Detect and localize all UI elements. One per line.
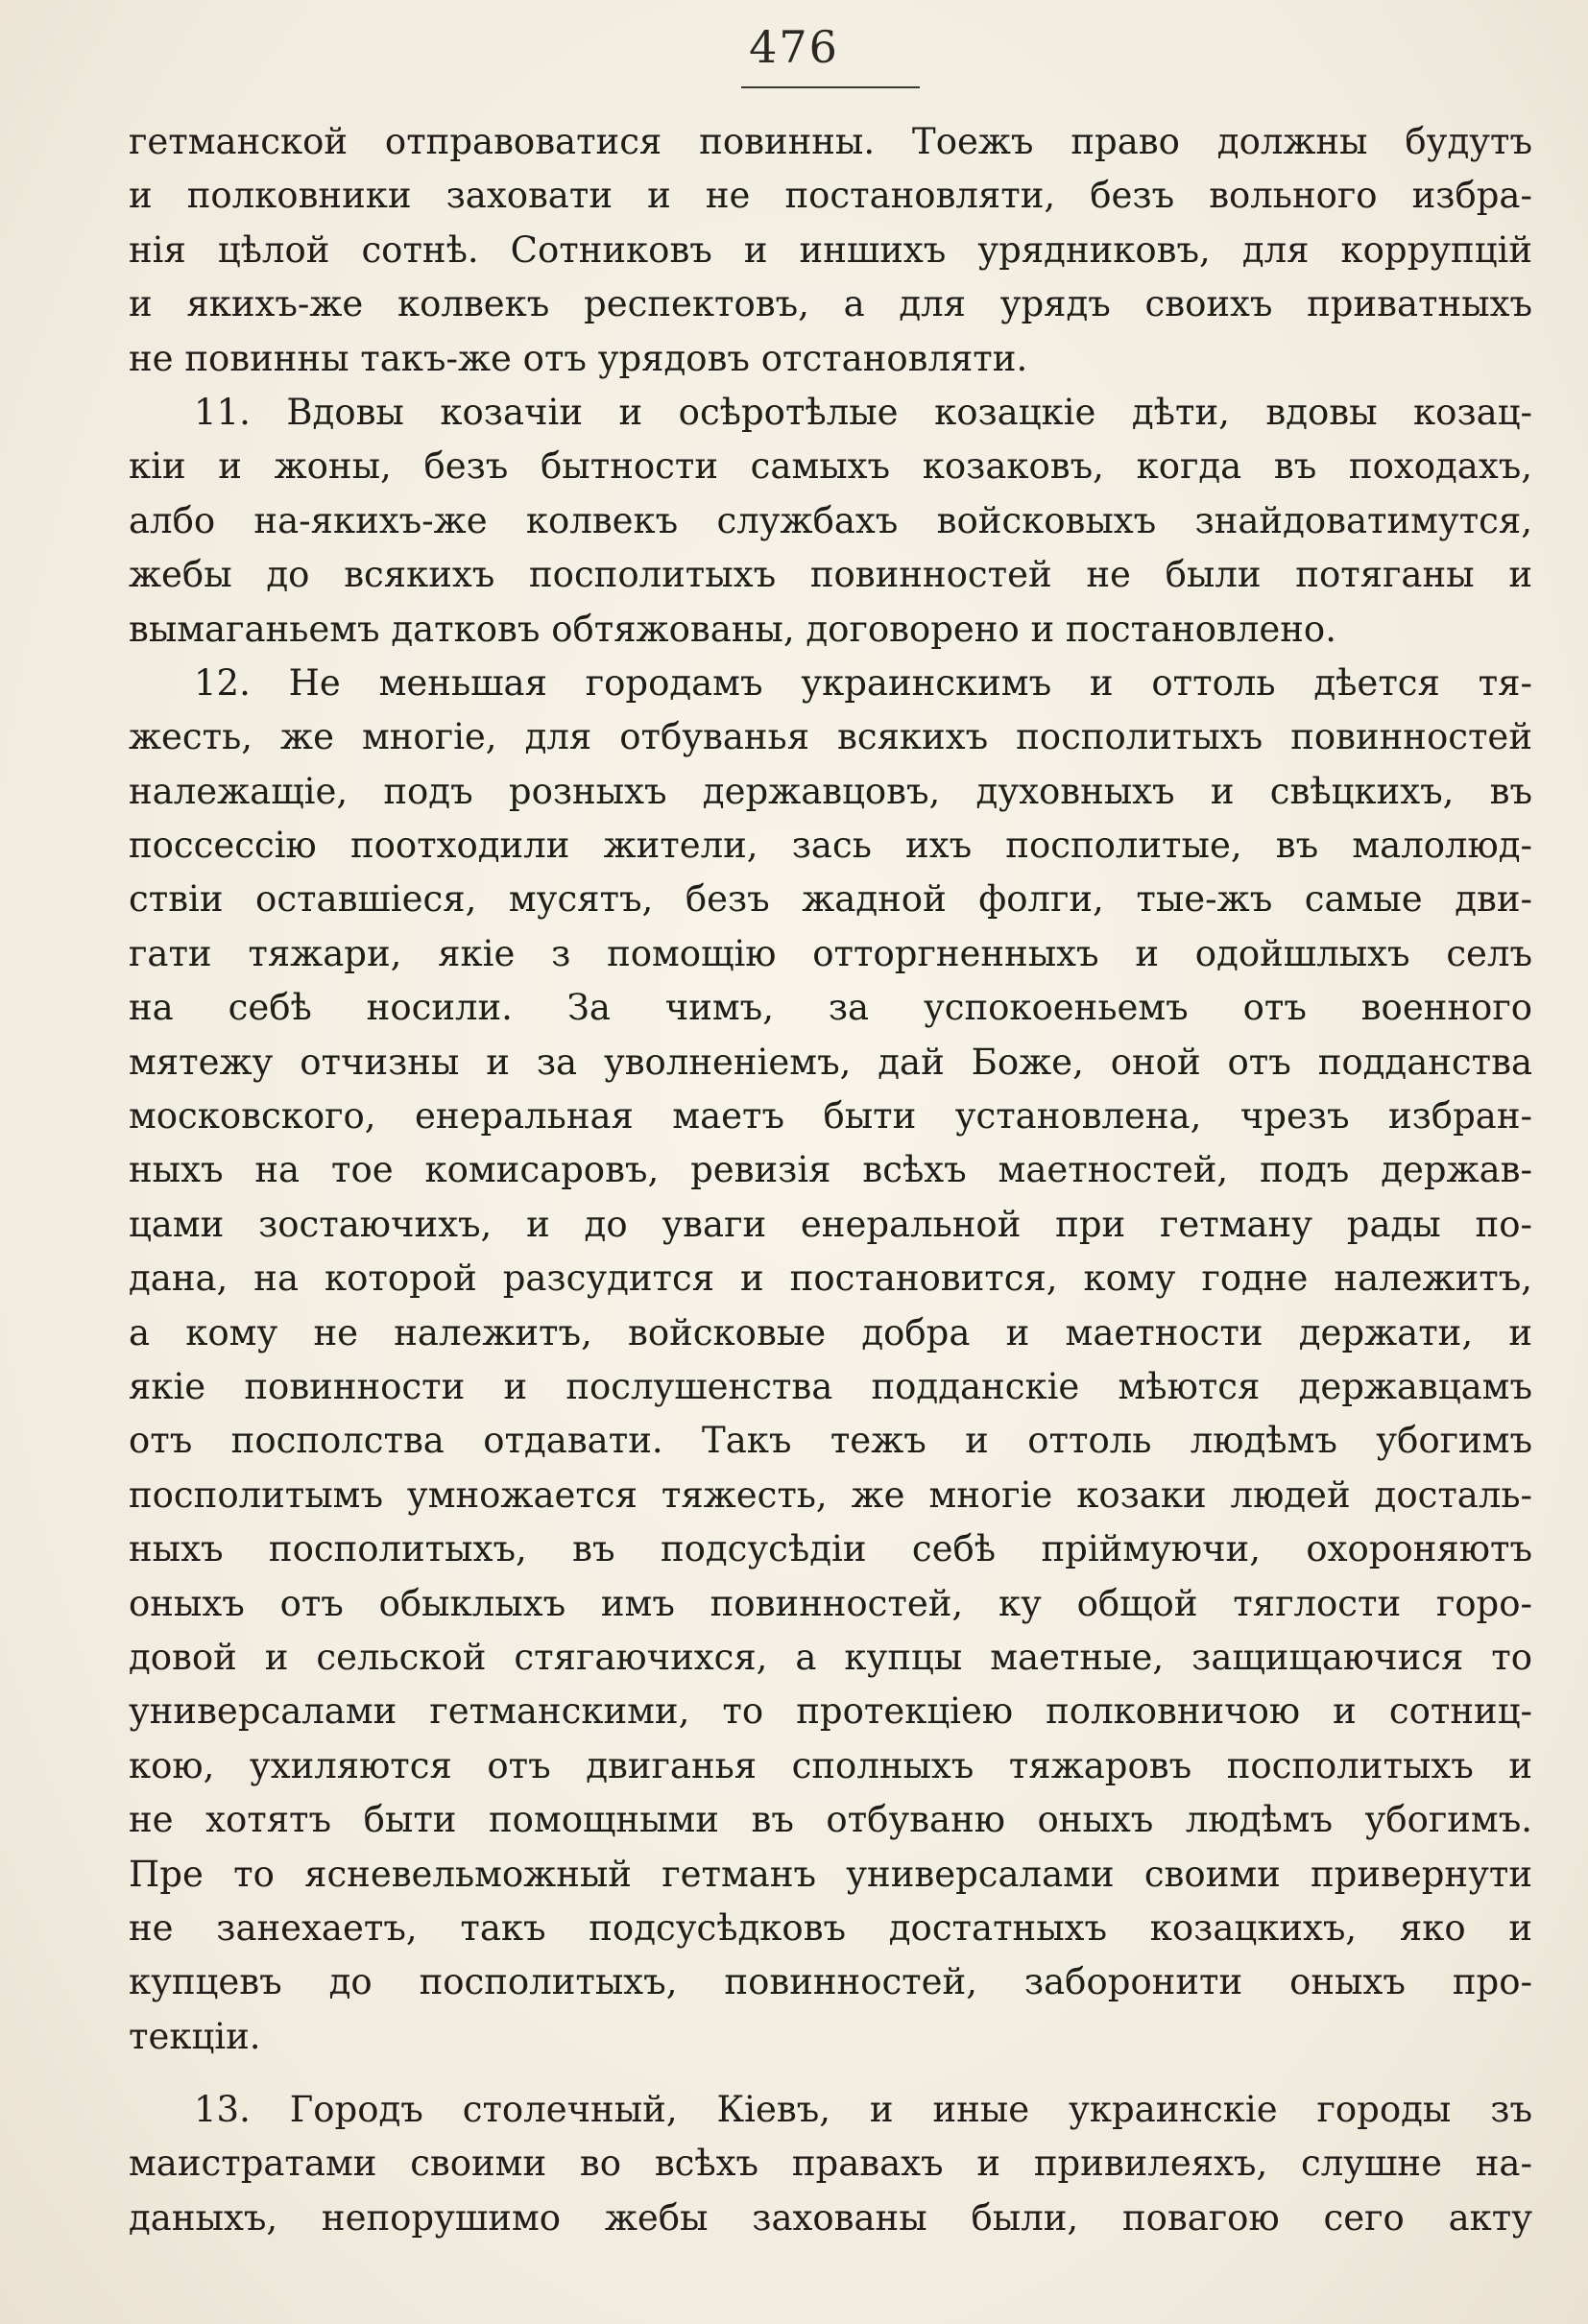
text-line: московского, енеральная маетъ быти установлена, чрезъ избран- [129, 1095, 1532, 1138]
text-line: Пре то ясневельможный гетманъ универсалами своими привернути [129, 1853, 1532, 1895]
text-line: и якихъ-же колвекъ респектовъ, а для урядъ своихъ приватныхъ [129, 283, 1532, 325]
page-number-rule [741, 86, 920, 88]
text-line: отъ посполства отдавати. Такъ тежъ и оттоль людѣмъ убогимъ [129, 1420, 1532, 1462]
text-line: оныхъ отъ обыклыхъ имъ повинностей, ку общой тяглости горо- [129, 1582, 1532, 1624]
text-line: не повинны такъ-же отъ урядовъ отстановляти. [129, 337, 1028, 379]
text-line: 12. Не меньшая городамъ украинскимъ и оттоль дѣется тя- [194, 661, 1532, 704]
text-line: 13. Городъ столечный, Кіевъ, и иные украинскіе городы зъ [194, 2089, 1532, 2131]
text-line: кою, ухиляются отъ двиганья сполныхъ тяжаровъ посполитыхъ и [129, 1744, 1532, 1786]
text-line: ныхъ посполитыхъ, въ подсусѣдіи себѣ пріймуючи, охороняютъ [129, 1528, 1532, 1570]
text-line: на себѣ носили. За чимъ, за успокоеньемъ отъ военного [129, 987, 1532, 1029]
text-line: купцевъ до посполитыхъ, повинностей, заборонити оныхъ про- [129, 1961, 1532, 2003]
text-line: нія цѣлой сотнѣ. Сотниковъ и иншихъ урядниковъ, для коррупцій [129, 228, 1532, 271]
text-line: посполитымъ умножается тяжесть, же многіе козаки людей досталь- [129, 1473, 1532, 1516]
text-line: належащіе, подъ розныхъ державцовъ, духовныхъ и свѣцкихъ, въ [129, 770, 1532, 812]
text-line: гетманской отправоватися повинны. Тоежъ право должны будутъ [129, 121, 1532, 162]
text-line: довой и сельской стягаючихся, а купцы маетные, защищаючися то [129, 1636, 1532, 1678]
text-line: маистратами своими во всѣхъ правахъ и привилеяхъ, слушне на- [129, 2143, 1532, 2185]
paragraph-continuation [129, 115, 1532, 386]
paragraph-12 [129, 657, 1532, 2064]
text-line: поссессію поотходили жители, зась ихъ посполитые, въ малолюд- [129, 825, 1532, 867]
page-number: 476 [749, 21, 839, 73]
body-text [129, 115, 1532, 2245]
text-line: албо на-якихъ-же колвекъ службахъ войсковыхъ знайдоватимутся, [129, 499, 1532, 541]
text-line: даныхъ, непорушимо жебы захованы были, повагою сего акту [129, 2196, 1532, 2239]
text-line: ныхъ на тое комисаровъ, ревизія всѣхъ маетностей, подъ держав- [129, 1149, 1532, 1191]
text-line: не занехаетъ, такъ подсусѣдковъ достатныхъ козацкихъ, яко и [129, 1906, 1532, 1949]
text-line: гати тяжари, якіе з помощію отторгненныхъ и одойшлыхъ селъ [129, 932, 1532, 974]
text-line: текціи. [129, 2015, 261, 2057]
text-line: жебы до всякихъ посполитыхъ повинностей не были потяганы и [129, 554, 1532, 596]
paragraph-13 [129, 2083, 1532, 2245]
paragraph-gap [129, 2064, 1532, 2083]
text-line: ствіи оставшіеся, мусятъ, безъ жадной фолги, тые-жъ самые дви- [129, 878, 1532, 921]
text-line: не хотятъ быти помощными въ отбуваню оныхъ людѣмъ убогимъ. [129, 1799, 1532, 1841]
text-line: якіе повинности и послушенства подданскіе мѣются державцамъ [129, 1365, 1532, 1407]
text-line: универсалами гетманскими, то протекціею полковничою и сотниц- [129, 1690, 1532, 1733]
text-line: жесть, же многіе, для отбуванья всякихъ посполитыхъ повинностей [129, 716, 1532, 758]
text-line: дана, на которой разсудится и постановится, кому годне належитъ, [129, 1258, 1532, 1300]
text-line: цами зостаючихъ, и до уваги енеральной при гетману рады по- [129, 1203, 1532, 1245]
text-line: 11. Вдовы козачіи и осѣротѣлые козацкіе дѣти, вдовы козац- [194, 391, 1532, 433]
text-line: вымаганьемъ датковъ обтяжованы, договорено и постановлено. [129, 608, 1336, 650]
text-line: мятежу отчизны и за уволненіемъ, дай Боже, оной отъ подданства [129, 1041, 1532, 1083]
text-line: кіи и жоны, безъ бытности самыхъ козаковъ, когда въ походахъ, [129, 445, 1532, 488]
paragraph-11 [129, 386, 1532, 657]
text-line: а кому не належитъ, войсковые добра и маетности держати, и [129, 1311, 1532, 1354]
text-line: и полковники заховати и не постановляти, безъ вольного избра- [129, 175, 1532, 217]
